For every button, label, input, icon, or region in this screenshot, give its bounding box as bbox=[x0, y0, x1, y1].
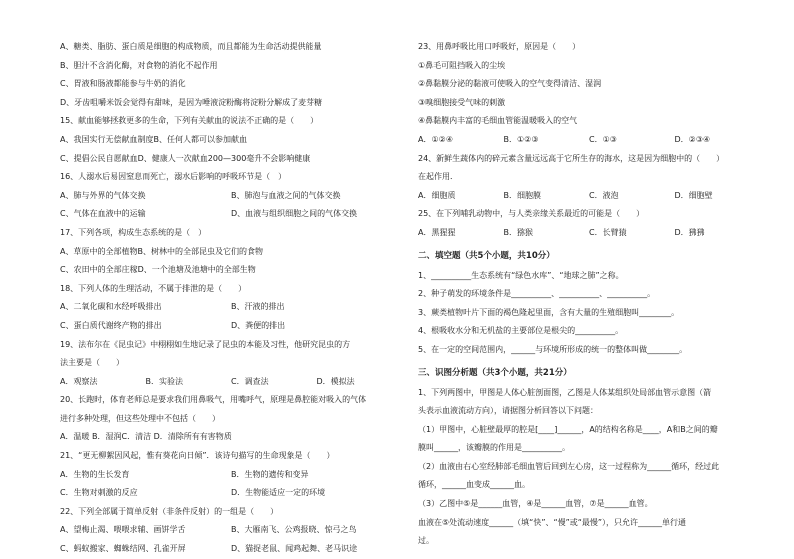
option-c: C、蛋白质代谢终产物的排出 bbox=[60, 320, 162, 330]
option-line: C、胃液和肠液都能参与牛奶的消化 bbox=[60, 79, 186, 89]
option-b: B．①②③ bbox=[503, 134, 539, 144]
option-line: A、草原中的全部植物B、树林中的全部昆虫及它们的食物 bbox=[60, 246, 263, 256]
analysis-part-2-cont: 循环，______血变成______血。 bbox=[418, 480, 530, 490]
option-b: B、汗液的排出 bbox=[231, 302, 285, 312]
option-a: A、望梅止渴、喂喂求辅、画饼学舌 bbox=[60, 525, 186, 535]
option-row bbox=[418, 131, 760, 150]
statement-1: ①鼻毛可阻挡吸入的尘埃 bbox=[418, 60, 506, 70]
question-19: 19、法布尔在《昆虫记》中栩栩如生地记录了昆虫的本能及习性，他研究昆虫的方 bbox=[60, 339, 351, 349]
analysis-part-3: （3）乙图中⑤是______血管，④是______血管，⑦是______血管。 bbox=[418, 499, 653, 509]
option-line: D、牙齿咀嚼米饭会觉得有甜味，是因为唾液淀粉酶将淀粉分解成了麦芽糖 bbox=[60, 97, 323, 107]
option-row bbox=[60, 187, 402, 206]
option-row bbox=[60, 373, 402, 392]
option-d: D．生物能适应一定的环境 bbox=[231, 488, 326, 498]
option-row bbox=[418, 224, 760, 243]
question-17: 17、下列各项，构成生态系统的是（ ） bbox=[60, 227, 207, 237]
question-19-cont: 法主要是（ ） bbox=[60, 358, 124, 368]
option-c: C．调查法 bbox=[231, 376, 269, 386]
option-line: B、胆汁不含消化酶，对食物的消化不起作用 bbox=[60, 60, 218, 70]
analysis-part-2: （2）血液由右心室经肺部毛细血管后回到左心房，这一过程称为______循环，经过此 bbox=[418, 461, 720, 471]
option-line: A、我国实行无偿献血制度B、任何人都可以参加献血 bbox=[60, 134, 247, 144]
option-a: A．生物的生长发育 bbox=[60, 469, 130, 479]
question-21: 21、“更无柳絮因风起，惟有葵花向日倾”．该诗句描写的生命现象是（ ） bbox=[60, 451, 335, 461]
fill-question-5: 5、在一定的空间范围内，______与环境所形成的统一的整体叫做________。 bbox=[418, 344, 688, 354]
statement-4: ④鼻黏膜内丰富的毛细血管能温暖吸入的空气 bbox=[418, 116, 578, 126]
option-row bbox=[60, 484, 402, 503]
option-a: A．观察法 bbox=[60, 376, 98, 386]
statement-3: ③嗅细胞接受气味的刺激 bbox=[418, 97, 506, 107]
analysis-question-1: 1、下列两图中，甲图是人体心脏剖面图，乙图是人体某组织处局部血管示意图（箭 bbox=[418, 387, 712, 397]
question-25: 25、在下列哺乳动物中，与人类亲缘关系最近的可能是（ ） bbox=[418, 209, 645, 219]
question-24: 24、新鲜生蔬体内的碎元素含量远远高于它所生存的海水，这是因为细胞中的（ ） bbox=[418, 153, 725, 163]
question-15: 15、献血能够拯救更多的生命，下列有关献血的说法不正确的是（ ） bbox=[60, 116, 319, 126]
option-b: B．实验法 bbox=[145, 376, 183, 386]
option-d: D．②③④ bbox=[674, 134, 711, 144]
analysis-question-1-cont: 头表示血液流动方向），请据图分析回答以下问题： bbox=[418, 406, 598, 416]
question-23: 23、用鼻呼吸比用口呼吸好，原因是（ ） bbox=[418, 42, 581, 51]
option-row bbox=[60, 205, 402, 224]
option-b: B．猕猴 bbox=[503, 227, 533, 237]
option-d: D、粪便的排出 bbox=[231, 320, 286, 330]
option-d: D．狒狒 bbox=[674, 227, 705, 237]
option-c: C、气体在血液中的运输 bbox=[60, 209, 146, 219]
statement-2: ②鼻黏膜分泌的黏液可使吸入的空气变得清洁、湿润 bbox=[418, 79, 602, 89]
option-row bbox=[60, 540, 402, 559]
option-c: C．生物对刺激的反应 bbox=[60, 488, 138, 498]
option-line: A、糖类、脂肪、蛋白质是细胞的构成物质，而且都能为生命活动提供能量 bbox=[60, 42, 322, 51]
section-title-diagram: 三、识图分析题（共3个小题，共21分） bbox=[418, 367, 572, 378]
option-b: B、大雁南飞、公鸡报晓、惊弓之鸟 bbox=[231, 525, 357, 535]
option-c: C．液泡 bbox=[589, 190, 619, 200]
option-d: D．模拟法 bbox=[316, 376, 355, 386]
option-b: B、肺泡与血液之间的气体交换 bbox=[231, 190, 341, 200]
option-row bbox=[60, 298, 402, 317]
option-c: C．长臂猿 bbox=[589, 227, 627, 237]
fill-question-3: 3、蕨类植物叶片下面的褐色隆起里面，含有大量的生殖细胞叫________。 bbox=[418, 307, 680, 317]
option-line: C、农田中的全部庄稼D、一个池塘及池塘中的全部生物 bbox=[60, 265, 256, 275]
left-column bbox=[60, 38, 402, 559]
option-line: C、提倡公民自愿献血D、健康人一次献血200—300毫升不会影响健康 bbox=[60, 153, 311, 163]
question-20-cont: 进行多种处理，但这些处理中不包括（ ） bbox=[60, 413, 220, 423]
option-row bbox=[418, 187, 760, 206]
option-a: A．①②④ bbox=[418, 134, 453, 144]
option-line: A．温暖 B．湿润C．清洁 D．清除所有有害物质 bbox=[60, 432, 232, 442]
question-16: 16、人溺水后易因窒息而死亡，溺水后影响的呼吸环节是（ ） bbox=[60, 172, 287, 182]
option-c: C．①③ bbox=[589, 134, 617, 144]
option-a: A．黑猩猩 bbox=[418, 227, 456, 237]
option-d: D．细胞壁 bbox=[674, 190, 713, 200]
fill-question-4: 4、根吸收水分和无机盐的主要部位是根尖的__________。 bbox=[418, 326, 624, 336]
option-b: B．生物的遗传和变异 bbox=[231, 469, 309, 479]
question-18: 18、下列人体的生理活动，不属于排泄的是（ ） bbox=[60, 283, 247, 293]
option-b: B．细胞膜 bbox=[503, 190, 541, 200]
fill-question-1: 1、__________生态系统有“绿色水库”、“地球之肺”之称。 bbox=[418, 270, 624, 280]
right-column bbox=[418, 38, 760, 551]
option-row bbox=[60, 317, 402, 336]
fill-question-2: 2、种子萌发的环境条件是__________、__________、__________。 bbox=[418, 289, 656, 299]
question-24-cont: 在起作用． bbox=[418, 172, 458, 182]
analysis-part-1-cont: 膜叫______，该瓣膜的作用是__________。 bbox=[418, 443, 570, 453]
option-a: A、肺与外界的气体交换 bbox=[60, 190, 146, 200]
option-a: A、二氧化碳和水经呼吸排出 bbox=[60, 302, 162, 312]
section-title-fill-blank: 二、填空题（共5个小题，共10分） bbox=[418, 250, 555, 261]
analysis-part-3-end: 过。 bbox=[418, 536, 434, 546]
option-row bbox=[60, 521, 402, 540]
option-d: D、猫捉老鼠、闻鸡起舞、老马识途 bbox=[231, 544, 358, 554]
question-20: 20、长跑时，体育老师总是要求我们用鼻吸气，用嘴呼气，原理是鼻腔能对吸入的气体 bbox=[60, 395, 367, 405]
option-a: A．细胞质 bbox=[418, 190, 456, 200]
option-row bbox=[60, 466, 402, 485]
analysis-part-3-cont: 血液在⑤处流动速度______（填“快”、“慢”或“最慢”），只允许______单行通 bbox=[418, 517, 687, 527]
option-d: D、血液与组织细胞之间的气体交换 bbox=[231, 209, 358, 219]
analysis-part-1: （1）甲图中，心脏壁最厚的腔是[____]______，A的结构名称是____，A和B之间的瓣 bbox=[418, 424, 718, 434]
option-c: C、蚂蚁搬家、蜘蛛结网、孔雀开屏 bbox=[60, 544, 186, 554]
question-22: 22、下列全部属于简单反射（非条件反射）的一组是（ ） bbox=[60, 506, 279, 516]
